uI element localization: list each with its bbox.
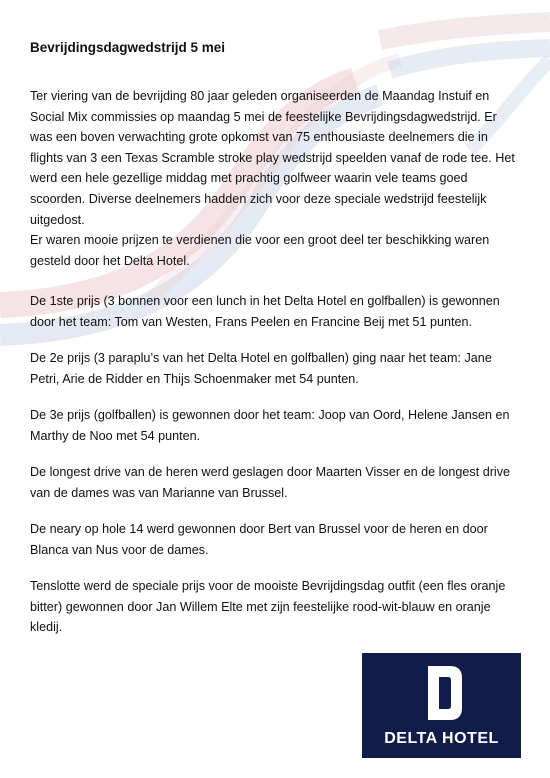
paragraph-second-prize: De 2e prijs (3 paraplu’s van het Delta Hotel en golfballen) ging naar het team: Jane Petri, Arie de Ridder en Thijs Schoenmaker met 54 punten. xyxy=(30,351,492,386)
paragraph-first-prize: De 1ste prijs (3 bonnen voor een lunch in het Delta Hotel en golfballen) is gewonnen door het team: Tom van Westen, Frans Peelen en Francine Beij met 51 punten. xyxy=(30,294,500,329)
paragraph-intro xyxy=(30,86,522,271)
paragraph-third-prize: De 3e prijs (golfballen) is gewonnen door het team: Joop van Oord, Helene Jansen en Marthy de Noo met 54 punten. xyxy=(30,408,510,443)
delta-hotel-logo xyxy=(362,653,521,758)
paragraph-longest-drive: De longest drive van de heren werd geslagen door Maarten Visser en de longest drive van de dames was van Marianne van Brussel. xyxy=(30,465,511,500)
paragraph-neary: De neary op hole 14 werd gewonnen door Bert van Brussel voor de heren en door Blanca van Nus voor de dames. xyxy=(30,522,488,557)
paragraph-special-prize: Tenslotte werd de speciale prijs voor de mooiste Bevrijdingsdag outfit (een fles oranje bitter) gewonnen door Jan Willem Elte met zijn feestelijke rood-wit-blauw en oranje kledij. xyxy=(30,579,506,635)
article-title: Bevrijdingsdagwedstrijd 5 mei xyxy=(30,40,226,55)
logo-text: DELTA HOTEL xyxy=(384,730,499,747)
paragraph-intro-text: Ter viering van de bevrijding 80 jaar geleden organiseerden de Maandag Instuif en Social Mix commissies op maandag 5 mei de feestelijke Bevrijdingsdagwedstrijd. Er was een boven verwachting grote opkomst van 75 enthousiaste deelnemers die in flights van 3 een Texas Scramble stroke play wedstrijd speelden vanaf de rode tee. Het werd een hele gezellige middag met prachtig golfweer waarin vele teams goed scoorden. Diverse deelnemers hadden zich voor deze speciale wedstrijd feestelijk uitgedost. Er waren mooie prijzen te verdienen die voor een groot deel ter beschikking waren gesteld door het Delta Hotel. xyxy=(30,89,515,268)
